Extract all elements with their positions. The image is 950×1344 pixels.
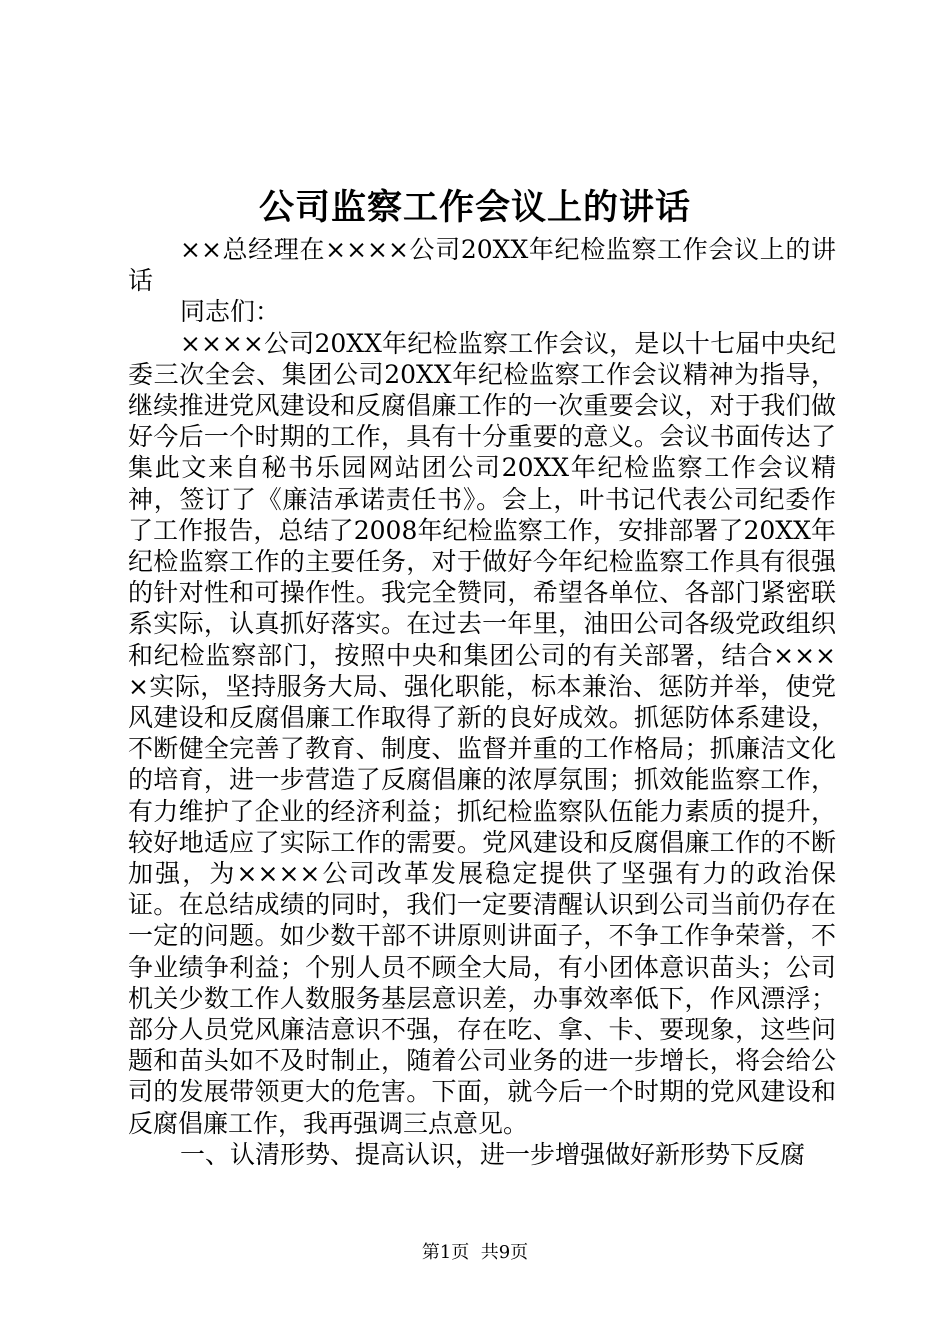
document-body — [128, 234, 836, 1170]
section-heading-paragraph: 一、认清形势、提高认识，进一步增强做好新形势下反腐 — [180, 1139, 806, 1169]
subtitle-paragraph: ××总经理在××××公司20XX年纪检监察工作会议上的讲话 — [128, 235, 836, 296]
salutation-paragraph: 同志们： — [180, 297, 281, 327]
page-footer: 第1页 共9页 — [421, 1242, 529, 1263]
body-paragraph: ××××公司20XX年纪检监察工作会议，是以十七届中央纪委三次全会、集团公司20XX年纪检监察工作会议精神为指导，继续推进党风建设和反腐倡廉工作的一次重要会议，对于我们做好今后一个时期的工作，具有十分重要的意义。会议书面传达了集此文来自秘书乐园网站团公司20XX年纪检监察工作会议精神，签订了《廉洁承诺责任书》。会上，叶书记代表公司纪委作了工作报告，总结了2008年纪检监察工作，安排部署了20XX年纪检监察工作的主要任务，对于做好今年纪检监察工作具有很强的针对性和可操作性。我完全赞同，希望各单位、各部门紧密联系实际，认真抓好落实。在过去一年里，油田公司各级党政组织和纪检监察部门，按照中央和集团公司的有关部署，结合××××实际，坚持服务大局、强化职能，标本兼治、惩防并举，使党风建设和反腐倡廉工作取得了新的良好成效。抓惩防体系建设，不断健全完善了教育、制度、监督并重的工作格局；抓廉洁文化的培育，进一步营造了反腐倡廉的浓厚氛围；抓效能监察工作，有力维护了企业的经济利益；抓纪检监察队伍能力素质的提升，较好地适应了实际工作的需要。党风建设和反腐倡廉工作的不断加强，为××××公司改革发展稳定提供了坚强有力的政治保证。在总结成绩的同时，我们一定要清醒认识到公司当前仍存在一定的问题。如少数干部不讲原则讲面子，不争工作争荣誉，不争业绩争利益；个别人员不顾全大局，有小团体意识苗头；公司机关少数工作人数服务基层意识差，办事效率低下，作风漂浮；部分人员党风廉洁意识不强，存在吃、拿、卡、要现象，这些问题和苗头如不及时制止，随着公司业务的进一步增长，将会给公司的发展带领更大的危害。下面，就今后一个时期的党风建设和反腐倡廉工作，我再强调三点意见。 — [128, 328, 836, 1138]
document-title: 公司监察工作会议上的讲话 — [258, 187, 691, 228]
